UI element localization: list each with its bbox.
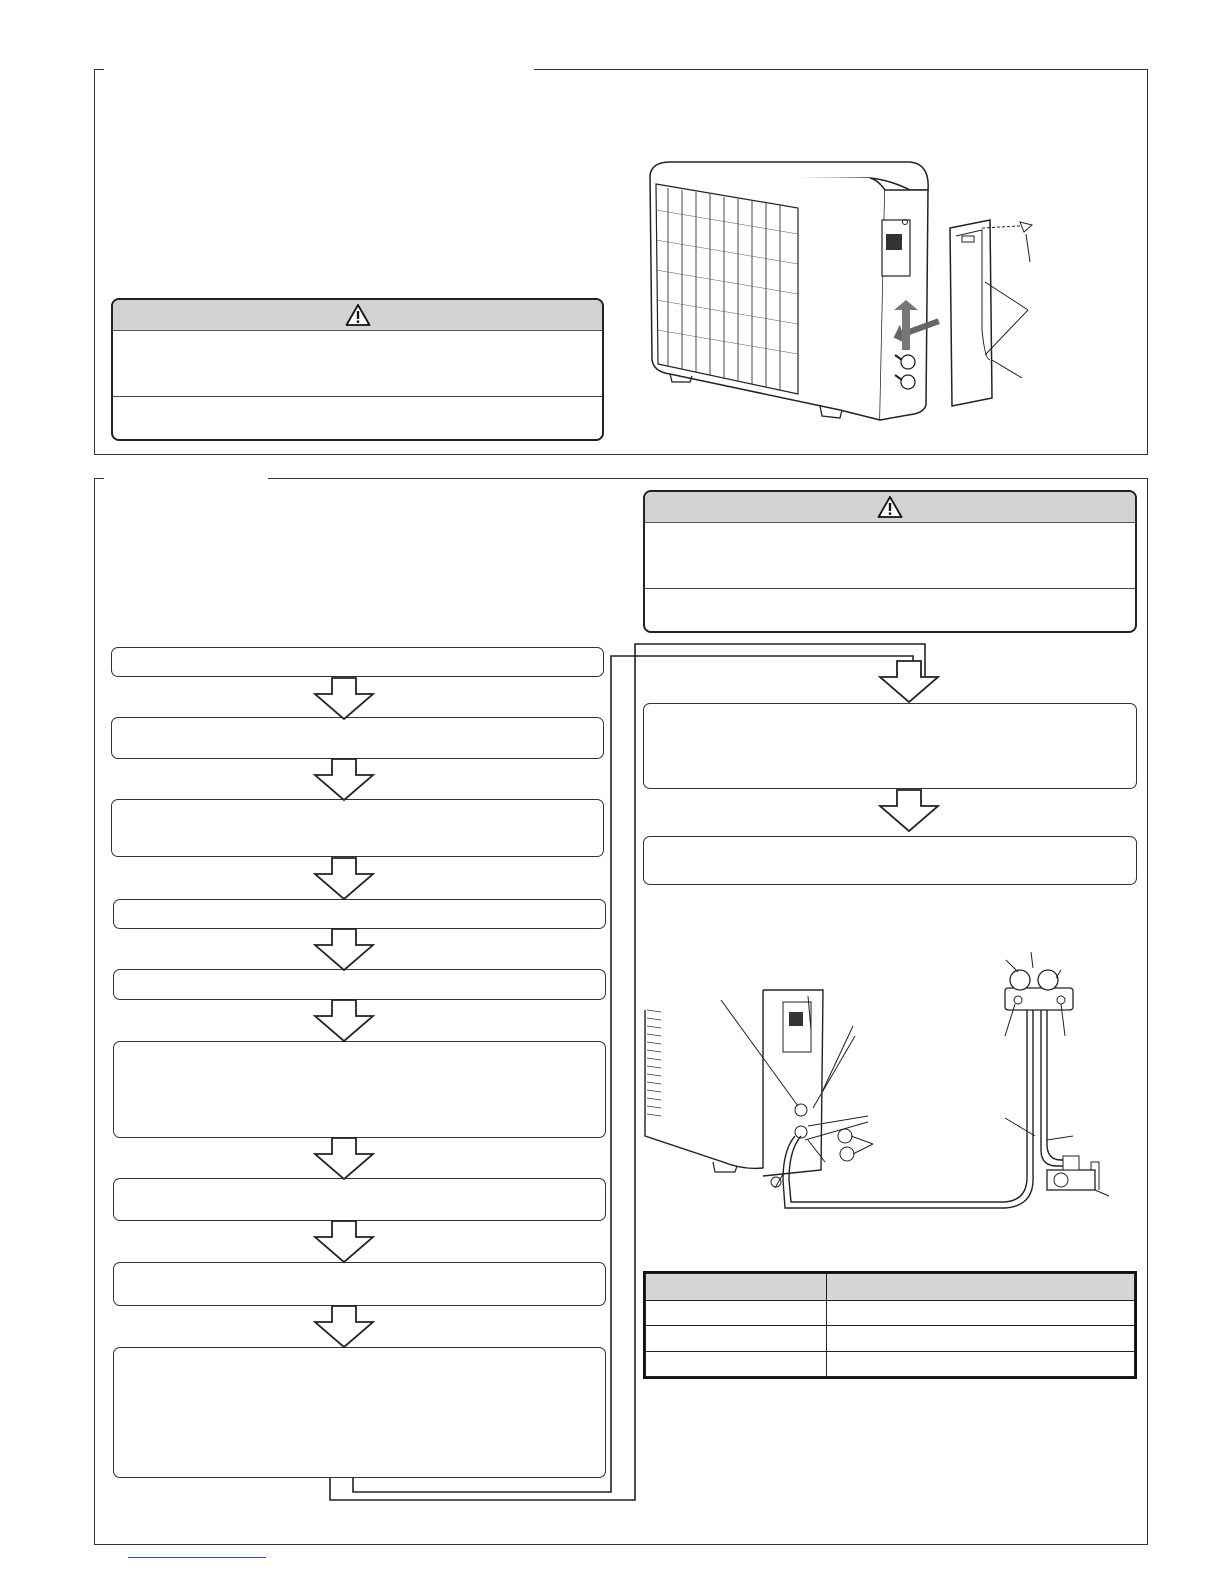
table-cell [826, 1351, 1134, 1376]
table-row [646, 1301, 1135, 1326]
flow-step-11 [643, 836, 1137, 885]
warning-triangle-icon [877, 495, 903, 519]
outdoor-unit-panel-illustration [640, 150, 1060, 440]
flow-step-10 [643, 703, 1137, 789]
right-caution-header [645, 492, 1135, 523]
flow-arrow-down-icon [878, 660, 940, 704]
table-cell [646, 1351, 827, 1376]
table-row [646, 1326, 1135, 1351]
footer-link-underline [128, 1557, 266, 1558]
right-caution-box [643, 490, 1137, 633]
top-section-title [104, 58, 534, 80]
top-caution-box [111, 298, 604, 441]
top-caution-header [113, 300, 602, 331]
top-caution-row-2 [113, 397, 602, 441]
vacuum-pump-connection-illustration [643, 940, 1123, 1220]
table-cell [826, 1326, 1134, 1351]
specification-table [643, 1271, 1137, 1379]
bottom-section-title [104, 467, 268, 489]
table-header [826, 1274, 1134, 1301]
table-header [646, 1274, 827, 1301]
table-cell [826, 1301, 1134, 1326]
table-cell [646, 1301, 827, 1326]
right-caution-row-2 [645, 589, 1135, 633]
right-caution-row-1 [645, 523, 1135, 589]
flow-arrow-down-icon [878, 789, 940, 833]
table-cell [646, 1326, 827, 1351]
table-row [646, 1351, 1135, 1376]
warning-triangle-icon [345, 303, 371, 327]
top-caution-row-1 [113, 331, 602, 397]
